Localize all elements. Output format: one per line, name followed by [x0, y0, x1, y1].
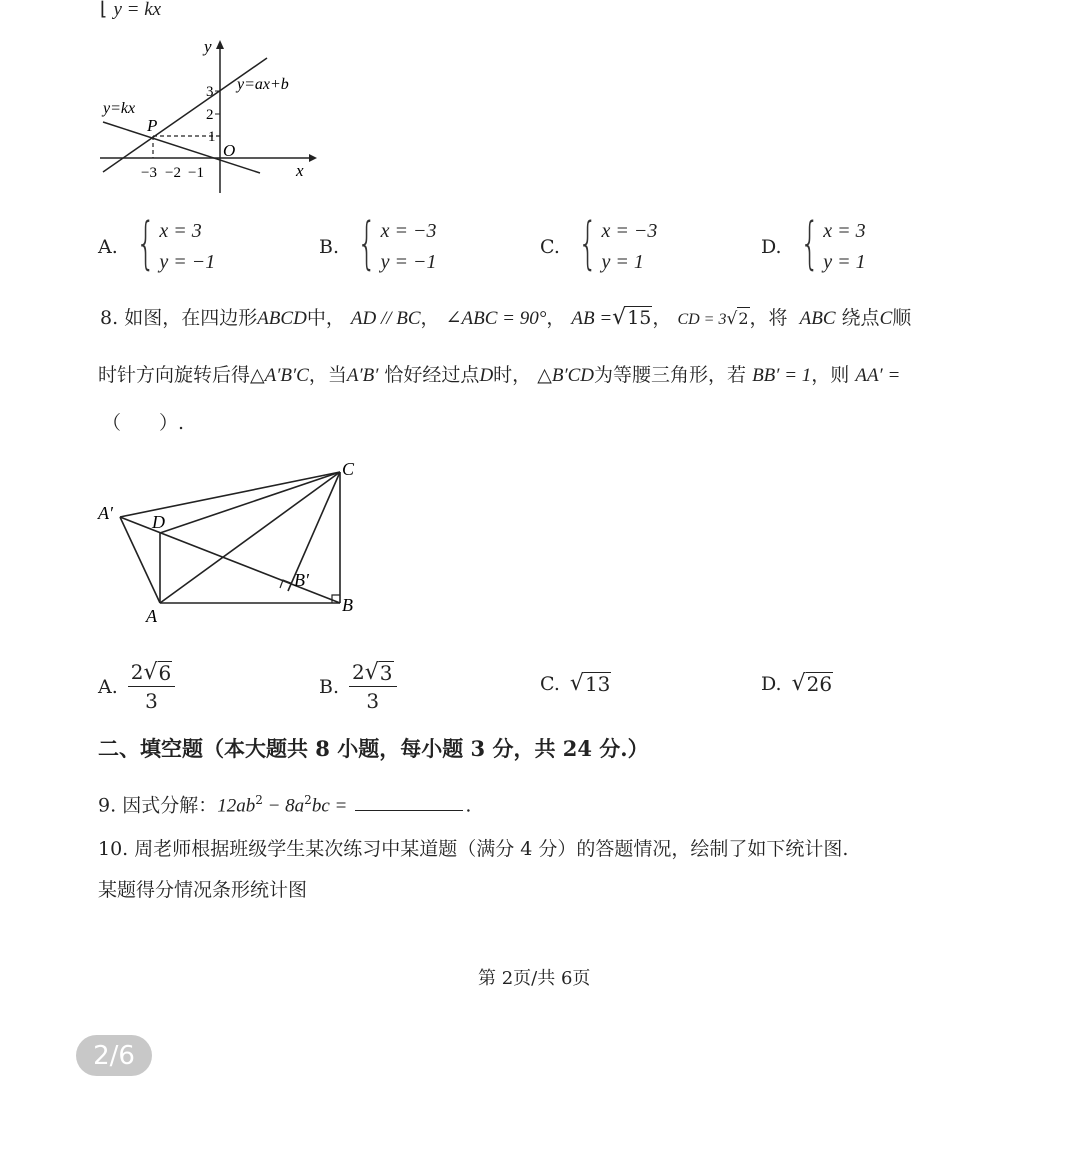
q8-option-d[interactable]: D. √ 26 [761, 671, 833, 696]
radicand: 3 [379, 661, 393, 685]
q8-text: 为等腰三角形，若 [594, 364, 747, 386]
q8-abc: ABC [799, 308, 836, 329]
seg-a-c [160, 472, 340, 603]
system-line-1: x = 3 [823, 220, 866, 242]
line-ax-b-label: y=ax+b [237, 76, 289, 93]
system-line-1: x = −3 [601, 220, 658, 242]
system-line-1: x = 3 [159, 220, 202, 242]
chart-title: 某题得分情况条形统计图 [98, 879, 308, 901]
q8-option-a[interactable]: A. 2 √ 6 3 [98, 660, 175, 713]
option-label: B. [319, 236, 340, 258]
q8-text: ，将 [749, 307, 788, 329]
q8-number: 8. [100, 307, 119, 329]
y-tick-2: 2 [206, 107, 214, 123]
line-kx [103, 122, 260, 173]
y-axis-label: y [204, 37, 212, 56]
radicand: 13 [584, 672, 611, 696]
label-a-prime: A′ [98, 503, 113, 523]
option-label: A. [98, 675, 118, 698]
label-c: C [342, 459, 355, 479]
seg-a1-c [120, 472, 340, 517]
q8-text: 中， [306, 307, 345, 329]
line-kx-label: y=kx [103, 100, 136, 117]
q9-exp-1: 2 [255, 793, 263, 807]
q8-triangle-1: △A′B′C [250, 365, 309, 386]
system-line-2: y = −1 [380, 251, 437, 273]
origin-label: O [223, 141, 236, 160]
q7-graph [95, 35, 325, 195]
x-axis-label: x [296, 161, 304, 180]
q9-expr-b: − 8a [262, 795, 305, 817]
q8-text: 顺 [892, 307, 912, 329]
answer-blank[interactable] [355, 794, 463, 811]
system-line-2: y = 1 [601, 251, 644, 273]
q7-option-d[interactable]: D. { x = 3 y = 1 [761, 211, 866, 276]
option-label: B. [319, 675, 340, 698]
label-b: B [342, 595, 353, 615]
q8-point-d: D [479, 365, 494, 386]
x-axis-arrow [309, 154, 317, 162]
x-tick-neg3: −3 [141, 165, 157, 181]
q8-line-2 [98, 362, 900, 389]
q8-answer-paren: （ ）. [102, 412, 185, 434]
option-label: C. [540, 672, 560, 695]
q9-expr-c: bc = [311, 795, 348, 817]
q8-cond-angle: ∠ABC = 90° [445, 308, 547, 329]
label-a: A [146, 606, 157, 625]
page-footer: 第 2页/共 6页 [478, 968, 591, 989]
q8-text: 时针方向旋转后得 [98, 364, 251, 386]
option-label: D. [761, 672, 782, 695]
y-axis-arrow [216, 40, 224, 49]
q9-exp-2: 2 [304, 793, 312, 807]
q8-option-c[interactable]: C. √ 13 [540, 671, 611, 696]
q9 [98, 787, 471, 819]
system-line-2: y = 1 [823, 251, 866, 273]
q8-text: ，则 [811, 364, 850, 386]
x-tick-neg2: −2 [165, 165, 181, 181]
q8-ab-radicand: 15 [627, 307, 652, 329]
q10-text: 10. 周老师根据班级学生某次练习中某道题（满分 4 分）的答题情况，绘制了如下统计图. [98, 838, 849, 860]
top-equation: ⌊ y = kx [100, 0, 162, 20]
q8-aa: AA′ = [855, 365, 901, 386]
q8-figure [90, 455, 380, 625]
q8-text: 如图，在四边形 [124, 307, 258, 329]
system-line-1: x = −3 [380, 220, 437, 242]
top-equation-text: y = kx [113, 0, 162, 20]
q8-ab-prime: A′B′ [346, 365, 379, 386]
q9-text: 因式分解： [122, 794, 218, 817]
q7-option-c[interactable]: C. { x = −3 y = 1 [540, 211, 658, 276]
label-d: D [152, 512, 165, 532]
q8-quad: ABCD [257, 308, 307, 329]
q8-text: 恰好经过点 [384, 364, 480, 386]
option-label: A. [98, 236, 118, 258]
q8-text: 绕点 [841, 307, 880, 329]
denominator: 3 [145, 689, 158, 713]
q7-option-b[interactable]: B. { x = −3 y = −1 [319, 211, 437, 276]
q8-text: ，当 [308, 364, 347, 386]
q8-line-1: 8. 如图，在四边形ABCD中， AD // BC， ∠ABC = 90°， AB = √ 15 ， CD = 3 √ 2 ，将 ABC 绕点C顺 [100, 305, 912, 330]
q9-end: . [465, 794, 472, 817]
q8-point-c: C [879, 308, 893, 329]
radicand: 6 [158, 661, 172, 685]
q8-option-b[interactable]: B. 2 √ 3 3 [319, 660, 397, 713]
denominator: 3 [366, 689, 380, 713]
y-tick-3: 3 [206, 84, 214, 100]
option-label: D. [761, 236, 782, 258]
q8-cd-radicand: 2 [738, 309, 749, 328]
page-indicator[interactable]: 2/6 [76, 1035, 152, 1076]
point-p-label: P [147, 116, 158, 135]
q8-bb: BB′ = 1 [752, 365, 812, 386]
x-tick-neg1: −1 [188, 165, 204, 181]
option-label: C. [540, 236, 560, 258]
label-b-prime: B′ [294, 570, 309, 590]
coef: 2 [352, 660, 365, 684]
section-heading: 二、填空题（本大题共 8 小题，每小题 3 分，共 24 分.） [98, 736, 649, 761]
q8-ab: AB = [571, 308, 613, 329]
q8-triangle-2: △B′CD [537, 365, 595, 386]
q8-cd: CD = 3 [677, 311, 727, 328]
q9-number: 9. [98, 794, 117, 817]
q9-expr-a: 12ab [217, 795, 256, 817]
system-line-2: y = −1 [159, 251, 216, 273]
q8-text: 时， [493, 364, 532, 386]
coef: 2 [130, 660, 144, 684]
q7-option-a[interactable]: A. { x = 3 y = −1 [98, 211, 216, 276]
radicand: 26 [806, 672, 833, 696]
y-tick-1: 1 [208, 129, 216, 145]
q8-cond-parallel: AD // BC [350, 308, 421, 329]
